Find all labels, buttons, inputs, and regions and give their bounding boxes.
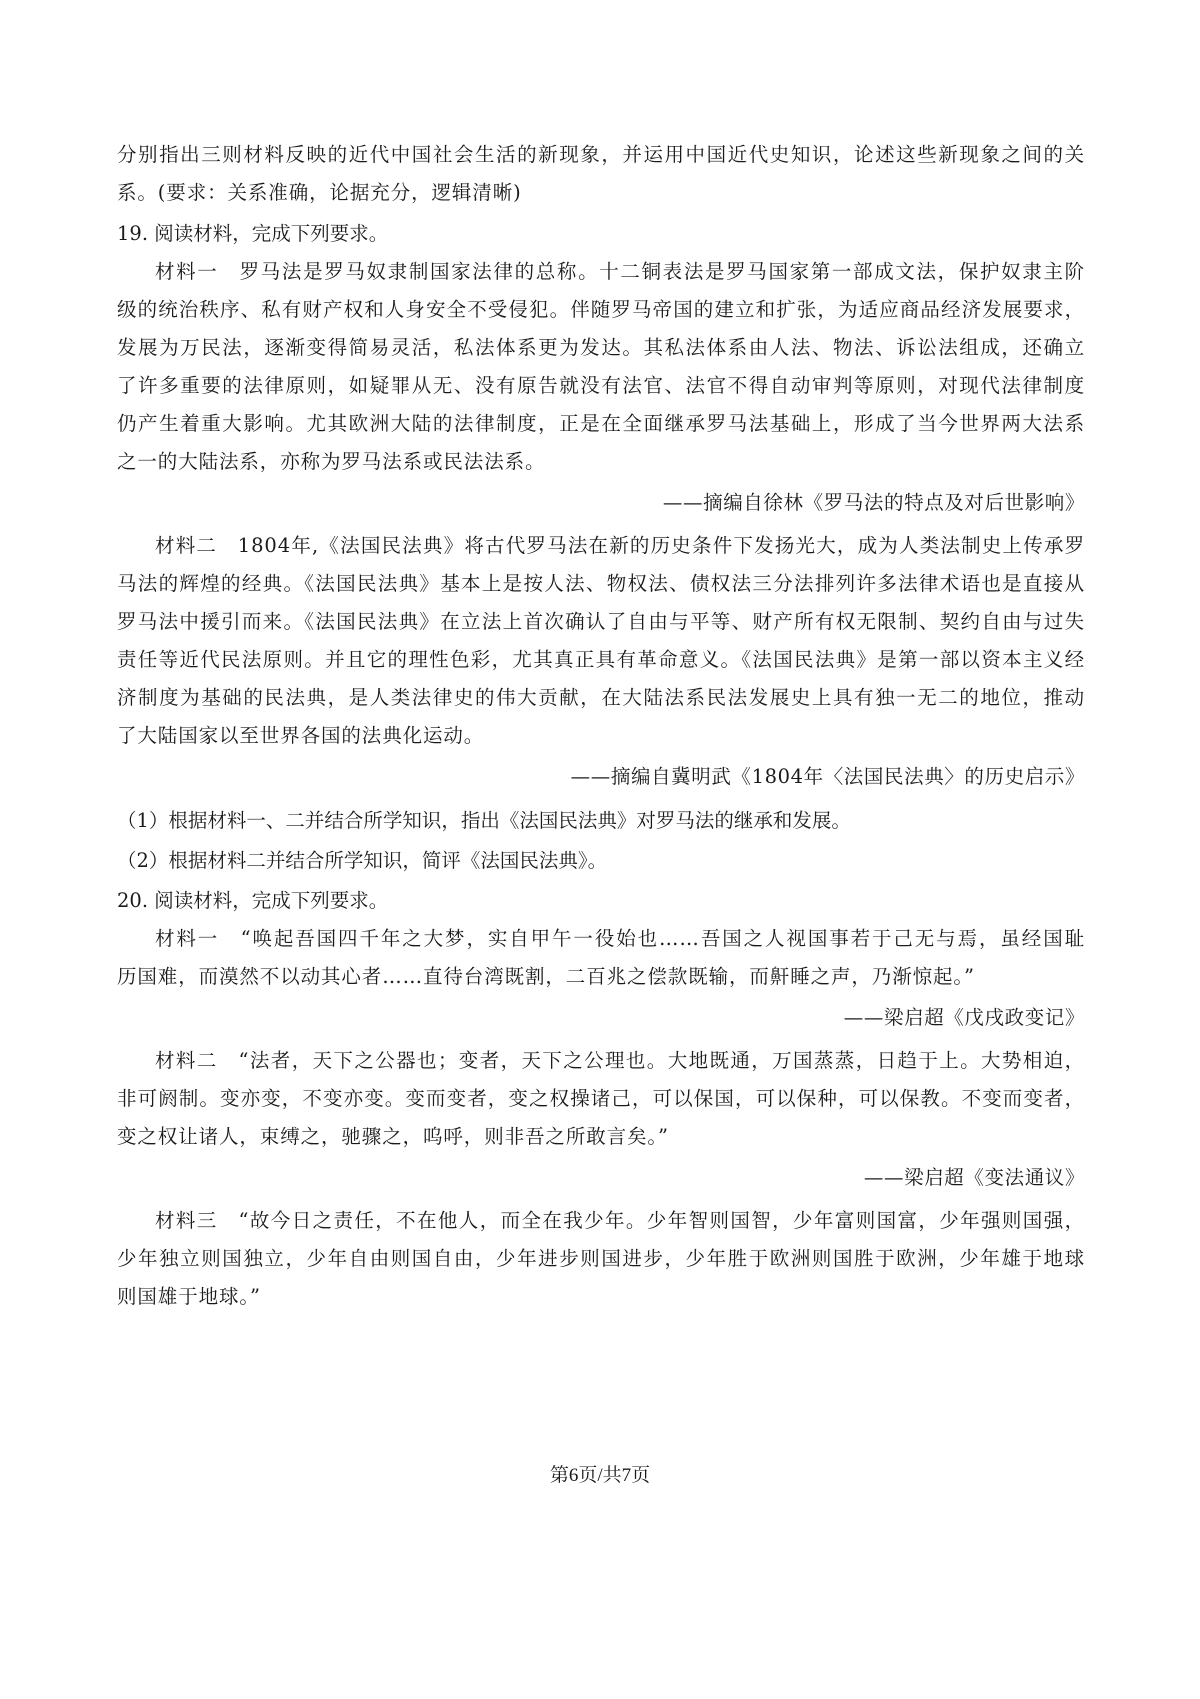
text-line: 级的统治秩序、私有财产权和人身安全不受侵犯。伴随罗马帝国的建立和扩张，为适应商品经济发展要求， — [117, 298, 1085, 321]
q19-material-2-source: ——摘编自冀明武《1804年〈法国民法典〉的历史启示》 — [570, 765, 1085, 788]
text-line: 历国难，而漠然不以动其心者……直待台湾既割，二百兆之偿款既输，而鼾睡之声，乃渐惊起。” — [117, 965, 975, 988]
q19-material-1 — [117, 253, 1085, 481]
q19-material-1-source: ——摘编自徐林《罗马法的特点及对后世影响》 — [662, 491, 1085, 514]
q19-material-2 — [117, 527, 1085, 755]
q20-material-1 — [117, 920, 1085, 996]
page-number: 第6页/共7页 — [549, 1465, 651, 1486]
text-line: 则国雄于地球。” — [117, 1285, 261, 1308]
text-line: 材料二 “法者，天下之公器也；变者，天下之公理也。大地既通，万国蒸蒸，日趋于上。大势相迫， — [155, 1049, 1085, 1072]
text-line: 材料一 罗马法是罗马奴隶制国家法律的总称。十二铜表法是罗马国家第一部成文法，保护奴隶主阶 — [155, 260, 1085, 283]
q20-material-1-source: ——梁启超《戊戌政变记》 — [843, 1006, 1085, 1029]
text-line: 罗马法中援引而来。《法国民法典》在立法上首次确认了自由与平等、财产所有权无限制、契约自由与过失 — [117, 610, 1085, 633]
question-19-title: 19. 阅读材料，完成下列要求。 — [117, 222, 389, 245]
text-line: 材料一 “唤起吾国四千年之大梦，实自甲午一役始也……吾国之人视国事若于己无与焉，虽经国耻 — [155, 927, 1085, 950]
text-line: 发展为万民法，逐渐变得简易灵活，私法体系更为发达。其私法体系由人法、物法、诉讼法组成，还确立 — [117, 336, 1085, 359]
q20-material-3 — [117, 1202, 1085, 1316]
q20-material-2 — [117, 1042, 1085, 1156]
q19-subquestion-1: （1）根据材料一、二并结合所学知识，指出《法国民法典》对罗马法的继承和发展。 — [117, 809, 851, 832]
text-line: 分别指出三则材料反映的近代中国社会生活的新现象，并运用中国近代史知识，论述这些新现象之间的关 — [117, 143, 1085, 166]
text-line: 非可阏制。变亦变，不变亦变。变而变者，变之权操诸己，可以保国，可以保种，可以保教。不变而变者， — [117, 1087, 1085, 1110]
text-line: 材料三 “故今日之责任，不在他人，而全在我少年。少年智则国智，少年富则国富，少年强则国强， — [155, 1209, 1085, 1232]
text-line: 责任等近代民法原则。并且它的理性色彩，尤其真正具有革命意义。《法国民法典》是第一部以资本主义经 — [117, 648, 1085, 671]
text-line: 少年独立则国独立，少年自由则国自由，少年进步则国进步，少年胜于欧洲则国胜于欧洲，少年雄于地球 — [117, 1247, 1085, 1270]
text-line: 了大陆国家以至世界各国的法典化运动。 — [117, 724, 485, 747]
text-line: 材料二 1804年,《法国民法典》将古代罗马法在新的历史条件下发扬光大，成为人类法制史上传承罗 — [155, 534, 1085, 557]
page-content — [117, 136, 1085, 1316]
q20-material-2-source: ——梁启超《变法通议》 — [863, 1166, 1085, 1189]
q19-subquestion-2: （2）根据材料二并结合所学知识，简评《法国民法典》。 — [117, 849, 608, 872]
q18-continuation — [117, 136, 1085, 212]
text-line: 仍产生着重大影响。尤其欧洲大陆的法律制度，正是在全面继承罗马法基础上，形成了当今世界两大法系 — [117, 412, 1085, 435]
question-20-title: 20. 阅读材料，完成下列要求。 — [117, 889, 389, 912]
text-line: 之一的大陆法系，亦称为罗马法系或民法法系。 — [117, 450, 546, 473]
text-line: 马法的辉煌的经典。《法国民法典》基本上是按人法、物权法、债权法三分法排列许多法律术语也是直接从 — [117, 572, 1085, 595]
text-line: 济制度为基础的民法典，是人类法律史的伟大贡献，在大陆法系民法发展史上具有独一无二的地位，推动 — [117, 686, 1085, 709]
text-line: 系。(要求：关系准确，论据充分，逻辑清晰) — [117, 181, 522, 204]
text-line: 变之权让诸人，束缚之，驰骤之，呜呼，则非吾之所敢言矣。” — [117, 1125, 669, 1148]
text-line: 了许多重要的法律原则，如疑罪从无、没有原告就没有法官、法官不得自动审判等原则，对现代法律制度 — [117, 374, 1085, 397]
